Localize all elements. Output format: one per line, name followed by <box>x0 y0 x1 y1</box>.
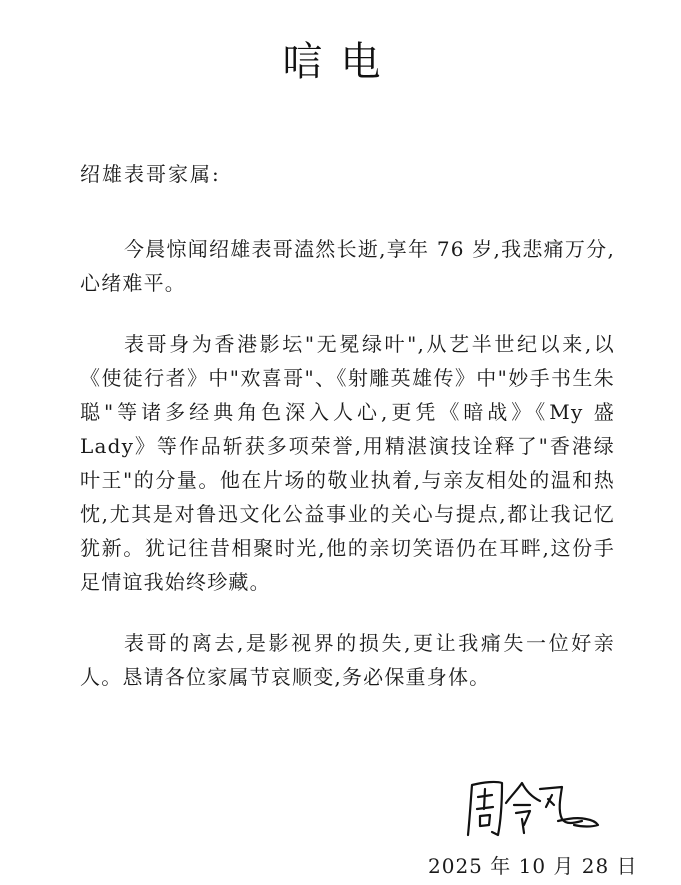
handwritten-signature <box>462 775 602 845</box>
letter-date: 2025 年 10 月 28 日 <box>428 854 638 878</box>
letter-title: 唁电 <box>282 39 399 85</box>
paragraph-2: 表哥身为香港影坛"无冕绿叶",从艺半世纪以来,以《使徒行者》中"欢喜哥"、《射雕英雄传》中"妙手书生朱聪"等诸多经典角色深入人心,更凭《暗战》《My 盛 Lady》等作品斩获多项荣誉,用精湛演技诠释了"香港绿叶王"的分量。他在片场的敬业执着,与亲友相处的温和热忱,尤其是对鲁迅文化公益事业的关心与提点,都让我记忆犹新。犹记往昔相聚时光,他的亲切笑语仍在耳畔,这份手足情谊我始终珍藏。 <box>80 332 615 594</box>
salutation: 绍雄表哥家属: <box>80 162 221 186</box>
letter-body <box>80 232 615 721</box>
paragraph-3: 表哥的离去,是影视界的损失,更让我痛失一位好亲人。恳请各位家属节哀顺变,务必保重身体。 <box>80 631 615 689</box>
paragraph-1: 今晨惊闻绍雄表哥溘然长逝,享年 76 岁,我悲痛万分,心绪难平。 <box>80 237 615 295</box>
